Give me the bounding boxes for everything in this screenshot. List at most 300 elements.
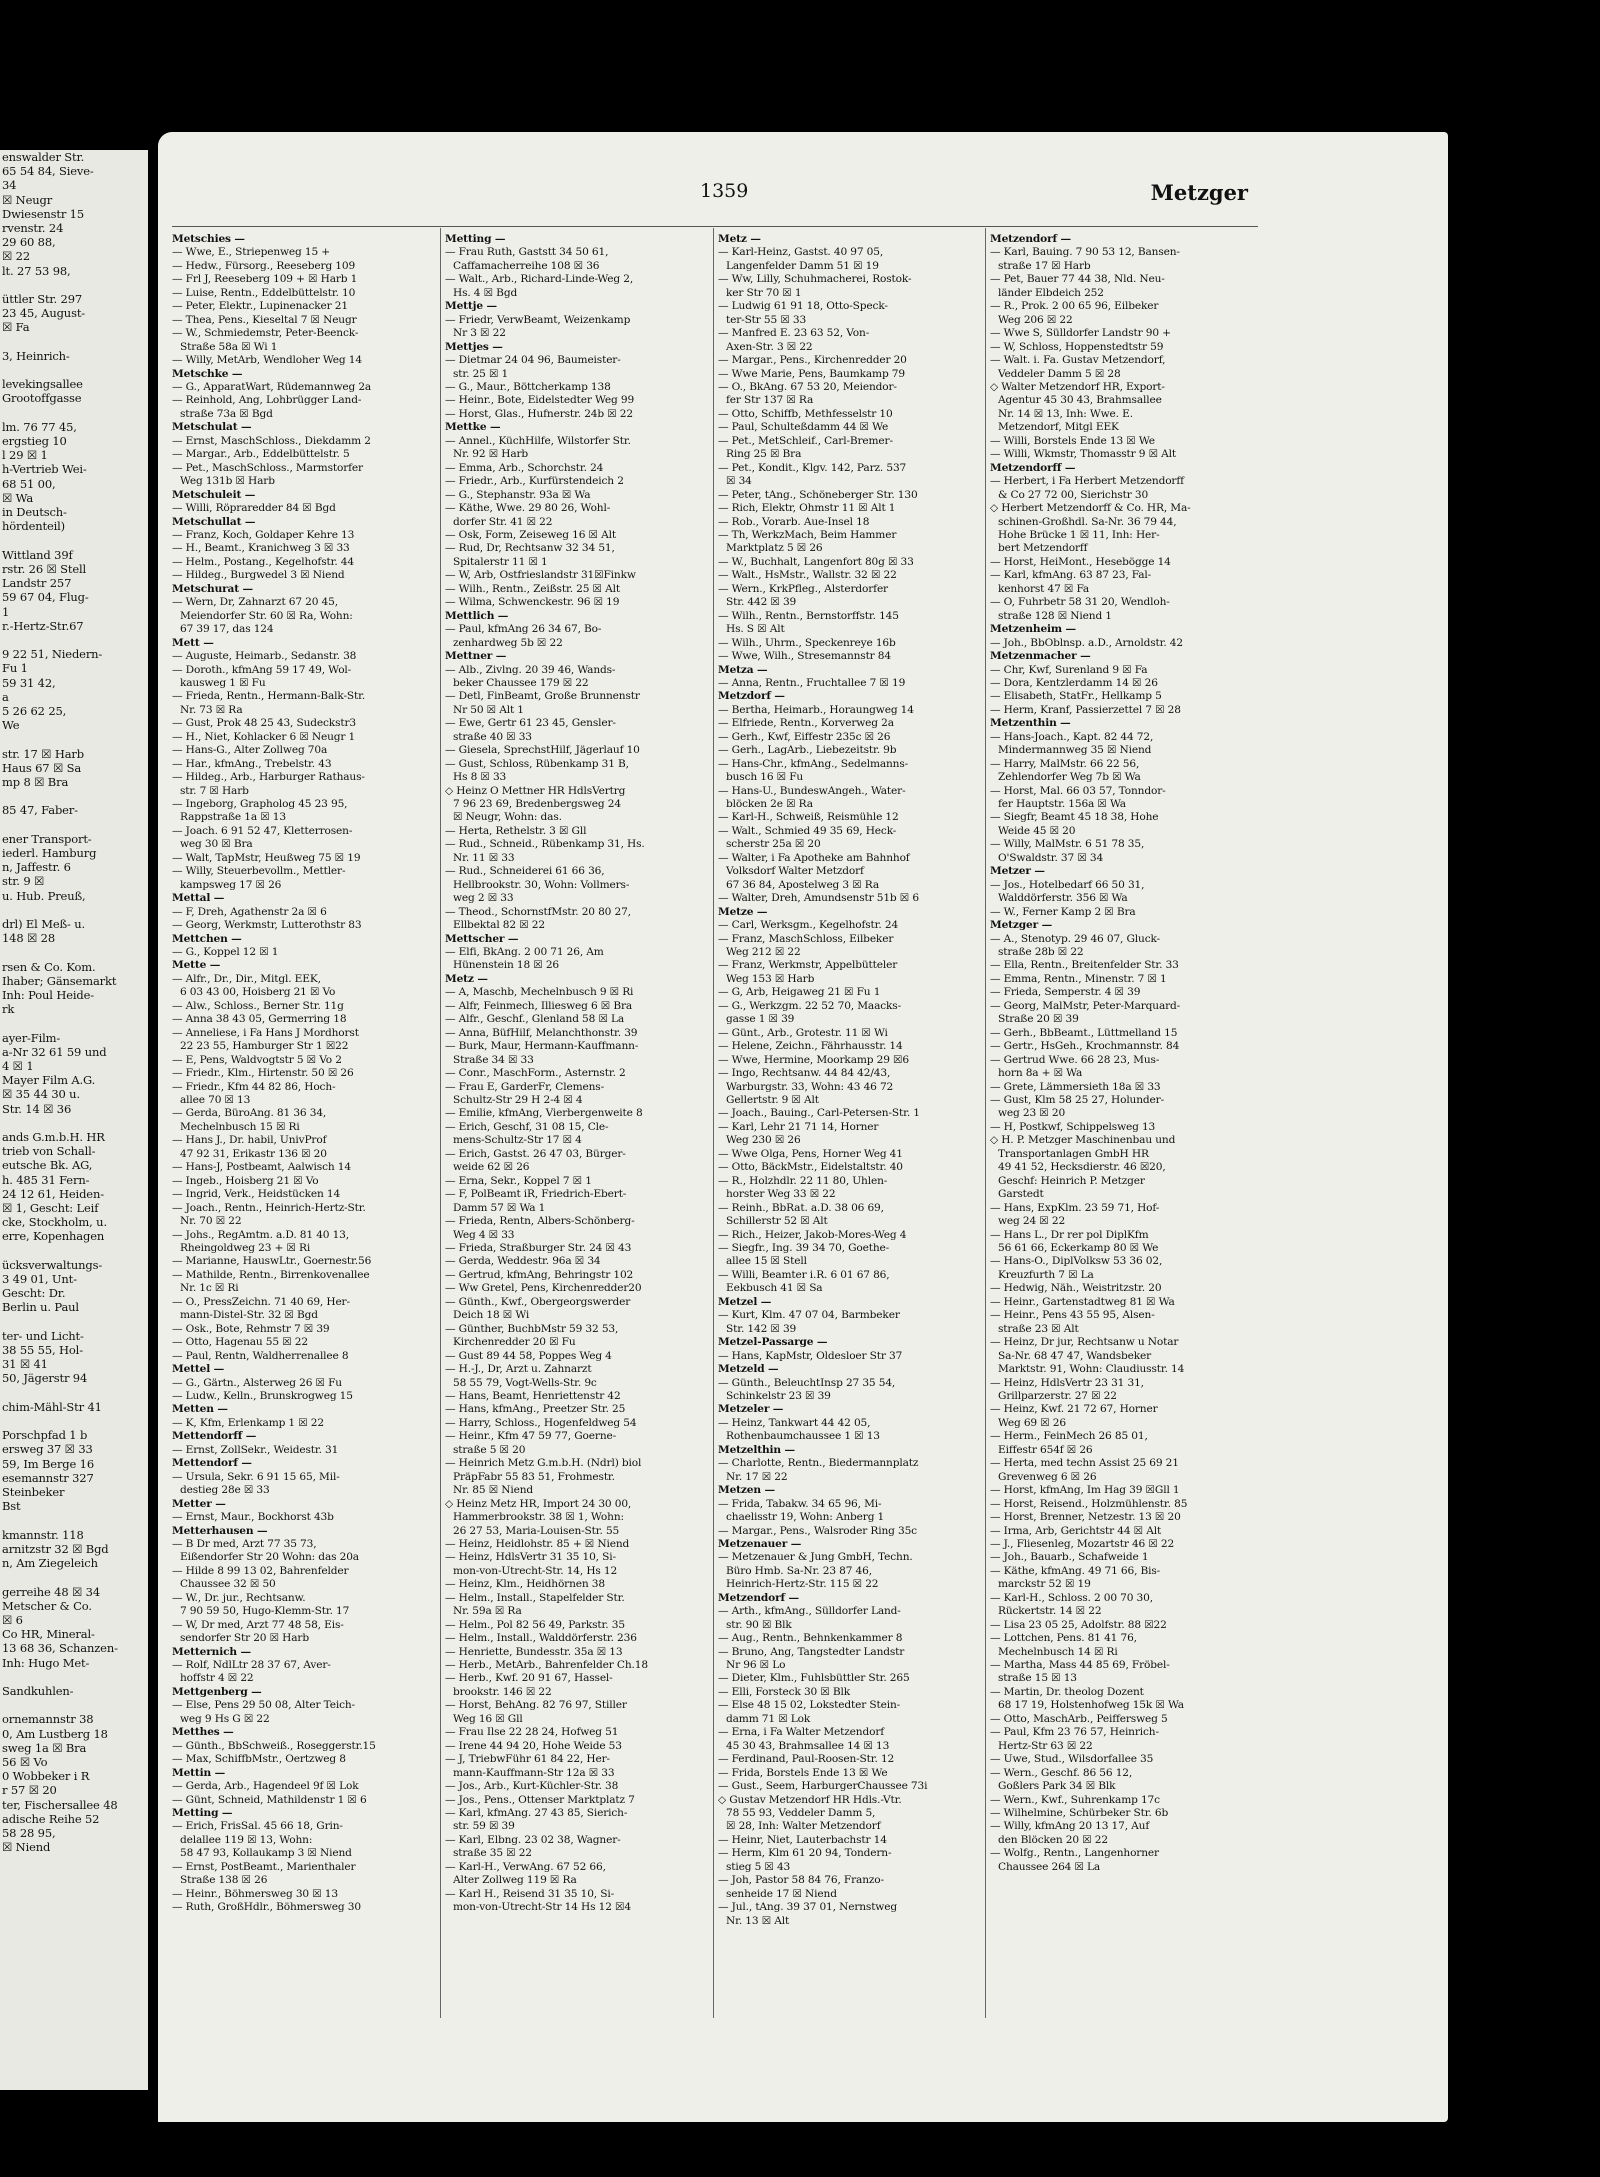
directory-entry: — Rolf, NdlLtr 28 37 67, Aver- xyxy=(172,1659,331,1672)
directory-entry: mann-Kauffmann-Str 12a ☒ 33 xyxy=(453,1766,615,1779)
left-page-line: Grootoffgasse xyxy=(2,391,82,406)
directory-entry: — Jos., Arb., Kurt-Küchler-Str. 38 xyxy=(445,1780,619,1793)
directory-entry: destieg 28e ☒ 33 xyxy=(180,1484,270,1497)
directory-entry: — Wilh., Rentn., Bernstorffstr. 145 xyxy=(718,609,899,622)
directory-entry: busch 16 ☒ Fu xyxy=(726,771,804,784)
surname-heading: Mettchen — xyxy=(172,932,242,945)
left-page-line: Mayer Film A.G. xyxy=(2,1073,96,1088)
left-page-line xyxy=(0,1116,148,1130)
directory-entry: — Franz, MaschSchloss, Eilbeker xyxy=(718,932,894,945)
directory-entry: weg 9 Hs G ☒ 22 xyxy=(180,1712,270,1725)
directory-entry: Schillerstr 52 ☒ Alt xyxy=(726,1215,828,1228)
left-page-line xyxy=(0,533,148,547)
directory-entry: — Rich, Elektr, Ohmstr 11 ☒ Alt 1 xyxy=(718,502,896,515)
directory-entry: Kreuzfurth 7 ☒ La xyxy=(998,1268,1094,1281)
directory-entry: Kirchenredder 20 ☒ Fu xyxy=(453,1336,576,1349)
directory-entry: Nr. 70 ☒ 22 xyxy=(180,1215,242,1228)
directory-entry: — Elli, Forsteck 30 ☒ Blk xyxy=(718,1685,851,1698)
directory-entry: — J., Fliesenleg, Mozartstr 46 ☒ 22 xyxy=(990,1537,1175,1550)
directory-entry: — Karl, Bauing. 7 90 53 12, Bansen- xyxy=(990,246,1180,259)
directory-entry: — Karl, kfmAng. 27 43 85, Sierich- xyxy=(445,1807,628,1820)
left-page-line: eutsche Bk. AG, xyxy=(2,1158,93,1173)
directory-entry: — Karl, Lehr 21 71 14, Horner xyxy=(718,1120,879,1133)
directory-entry: — Heinz, Klm., Heidhörnen 38 xyxy=(445,1578,605,1591)
surname-heading: Metter — xyxy=(172,1497,226,1510)
directory-entry: Büro Hmb. Sa-Nr. 23 87 46, xyxy=(726,1564,872,1577)
directory-entry: Nr 50 ☒ Alt 1 xyxy=(453,703,524,716)
directory-entry: Grillparzerstr. 27 ☒ 22 xyxy=(998,1389,1117,1402)
directory-entry: Eiffestr 654f ☒ 26 xyxy=(998,1443,1093,1456)
directory-entry: blöcken 2e ☒ Ra xyxy=(726,798,813,811)
directory-entry: allee 70 ☒ 13 xyxy=(180,1094,251,1106)
directory-entry: straße 28b ☒ 22 xyxy=(998,946,1084,959)
directory-entry: — Karl H., Reisend 31 35 10, Si- xyxy=(445,1887,614,1900)
directory-entry: — Dietmar 24 04 96, Baumeister- xyxy=(445,354,621,367)
directory-entry: Straße 58a ☒ Wi 1 xyxy=(180,340,278,353)
directory-entry: — Rud, Dr, Rechtsanw 32 34 51, xyxy=(445,542,615,555)
directory-entry: — Ingeborg, Grapholog 45 23 95, xyxy=(172,798,348,811)
directory-entry: allee 15 ☒ Stell xyxy=(726,1255,807,1268)
directory-entry: — Arth., kfmAng., Sülldorfer Land- xyxy=(718,1605,901,1618)
directory-entry: — Heinz, Kwf. 21 72 67, Horner xyxy=(990,1403,1158,1416)
directory-entry: Zehlendorfer Weg 7b ☒ Wa xyxy=(998,771,1141,784)
left-page-line: mp 8 ☒ Bra xyxy=(2,774,69,789)
directory-entry: — Ursula, Sekr. 6 91 15 65, Mil- xyxy=(172,1470,340,1483)
directory-entry: — Pet., MetSchleif., Carl-Bremer- xyxy=(718,434,893,447)
directory-entry: — Rud., Schneiderei 61 66 36, xyxy=(445,865,605,878)
directory-entry: 22 23 55, Hamburger Str 1 ☒22 xyxy=(180,1040,349,1053)
directory-entry: gasse 1 ☒ 39 xyxy=(726,1013,795,1026)
directory-entry: — Hilde 8 99 13 02, Bahrenfelder xyxy=(172,1564,349,1577)
directory-entry: — Günt., Arb., Grotestr. 11 ☒ Wi xyxy=(718,1026,888,1039)
directory-entry: senheide 17 ☒ Niend xyxy=(726,1887,837,1900)
left-page-line: 34 xyxy=(2,178,17,193)
left-page-line: 65 54 84, Sieve- xyxy=(2,164,94,179)
surname-heading: Mettendorf — xyxy=(172,1457,252,1470)
directory-entry: chaelisstr 19, Wohn: Anberg 1 xyxy=(726,1511,885,1524)
surname-heading: Mettscher — xyxy=(445,932,519,945)
directory-entry: — Mathilde, Rentn., Birrenkovenallee xyxy=(172,1268,370,1281)
directory-entry: — Erna, Sekr., Koppel 7 ☒ 1 xyxy=(445,1174,592,1187)
directory-entry: 49 41 52, Hecksdierstr. 46 ☒20, xyxy=(998,1161,1166,1174)
directory-entry: 26 27 53, Maria-Louisen-Str. 55 xyxy=(453,1524,620,1537)
directory-entry: — Burk, Maur, Hermann-Kauffmann- xyxy=(445,1040,639,1053)
directory-entry: — H, Postkwf, Schippelsweg 13 xyxy=(990,1120,1156,1133)
directory-entry: — Horst, Reisend., Holzmühlenstr. 85 xyxy=(990,1497,1188,1510)
left-page-line: 50, Jägerstr 94 xyxy=(2,1371,88,1386)
directory-entry: Weg 206 ☒ 22 xyxy=(998,313,1073,326)
directory-entry: Mindermannweg 35 ☒ Niend xyxy=(998,744,1152,757)
directory-entry: Veddeler Damm 5 ☒ 28 xyxy=(998,367,1121,380)
directory-entry: Gellertstr. 9 ☒ Alt xyxy=(726,1094,819,1106)
directory-entry: straße 128 ☒ Niend 1 xyxy=(998,609,1112,622)
directory-entry: 6 03 43 00, Hoisberg 21 ☒ Vo xyxy=(180,986,336,999)
directory-entry: Marktstr. 91, Wohn: Claudiusstr. 14 xyxy=(998,1363,1185,1376)
column-2 xyxy=(445,233,713,2013)
directory-entry: ◇ Heinz O Mettner HR HdlsVertrg xyxy=(445,784,626,797)
directory-entry: brookstr. 146 ☒ 22 xyxy=(453,1685,552,1698)
directory-entry: ◇ Heinz Metz HR, Import 24 30 00, xyxy=(445,1497,632,1510)
surname-heading: Metzenthin — xyxy=(990,717,1071,730)
directory-entry: — Hans, kfmAng., Preetzer Str. 25 xyxy=(445,1403,626,1416)
directory-entry: — Herm., FeinMech 26 85 01, xyxy=(990,1430,1148,1443)
directory-entry: — Franz, Koch, Goldaper Kehre 13 xyxy=(172,528,355,541)
directory-entry: — Osk., Bote, Rehmstr 7 ☒ 39 xyxy=(172,1322,330,1335)
directory-entry: Hs 8 ☒ 33 xyxy=(453,771,507,784)
left-page-line: 4 ☒ 1 xyxy=(2,1059,34,1073)
surname-heading: Metzenauer — xyxy=(718,1537,802,1550)
directory-entry: — Grete, Lämmersieth 18a ☒ 33 xyxy=(990,1080,1161,1093)
directory-entry: den Blöcken 20 ☒ 22 xyxy=(998,1833,1108,1846)
surname-heading: Metzeler — xyxy=(718,1403,784,1416)
left-page-line: rk xyxy=(2,1002,15,1017)
directory-entry: horn 8a + ☒ Wa xyxy=(998,1067,1083,1080)
left-page-line: n, Jaffestr. 6 xyxy=(2,860,71,875)
directory-entry: Schultz-Str 29 H 2-4 ☒ 4 xyxy=(453,1094,583,1106)
surname-heading: Mettgenberg — xyxy=(172,1685,262,1698)
directory-entry: — Karl, Elbng. 23 02 38, Wagner- xyxy=(445,1833,621,1846)
directory-entry: 7 90 59 50, Hugo-Klemm-Str. 17 xyxy=(180,1605,350,1618)
directory-entry: — Bruno, Ang, Tangstedter Landstr xyxy=(718,1645,905,1658)
directory-entry: weg 2 ☒ 33 xyxy=(453,892,514,905)
directory-entry: — Karl-H., VerwAng. 67 52 66, xyxy=(445,1860,606,1873)
directory-entry: ☒ 28, Inh: Walter Metzendorf xyxy=(726,1820,881,1833)
directory-entry: Straße 34 ☒ 33 xyxy=(453,1053,534,1066)
directory-entry: — Martha, Mass 44 85 69, Fröbel- xyxy=(990,1659,1170,1672)
surname-heading: Mettje — xyxy=(445,300,497,313)
directory-entry: str. 25 ☒ 1 xyxy=(453,367,509,380)
left-page-line: Dwiesenstr 15 xyxy=(2,206,85,221)
directory-entry: — Heinz, Dr jur, Rechtsanw u Notar xyxy=(990,1336,1179,1349)
directory-entry: — Käthe, Wwe. 29 80 26, Wohl- xyxy=(445,502,611,515)
left-page-line: rstr. 26 ☒ Stell xyxy=(2,561,87,576)
directory-entry: — W, Dr med, Arzt 77 48 58, Eis- xyxy=(172,1618,344,1631)
surname-heading: Metze — xyxy=(718,905,768,918)
directory-entry: — Heinr., Gartenstadtweg 81 ☒ Wa xyxy=(990,1295,1175,1308)
directory-entry: — Detl, FinBeamt, Große Brunnenstr xyxy=(445,690,640,703)
directory-entry: — Herbert, i Fa Herbert Metzendorff xyxy=(990,475,1184,488)
surname-heading: Mette — xyxy=(172,959,221,972)
left-page-line: Landstr 257 xyxy=(2,576,72,591)
directory-entry: — G., Stephanstr. 93a ☒ Wa xyxy=(445,488,591,501)
directory-entry: — Marianne, HauswLtr., Goernestr.56 xyxy=(172,1255,372,1268)
left-page-line: arnitzstr 32 ☒ Bgd xyxy=(2,1541,109,1556)
directory-entry: 7 96 23 69, Bredenbergsweg 24 xyxy=(453,798,621,811)
directory-entry: Weg 69 ☒ 26 xyxy=(998,1416,1066,1429)
directory-entry: — Georg, MalMstr, Peter-Marquard- xyxy=(990,999,1181,1012)
directory-entry: horster Weg 33 ☒ 22 xyxy=(726,1188,836,1201)
directory-entry: — Willy, Steuerbevollm., Mettler- xyxy=(172,865,346,878)
directory-entry: Axen-Str. 3 ☒ 22 xyxy=(726,340,813,353)
directory-entry: & Co 27 72 00, Sierichstr 30 xyxy=(998,488,1149,501)
directory-entry: O'Swaldstr. 37 ☒ 34 xyxy=(998,851,1104,864)
directory-entry: — Martin, Dr. theolog Dozent xyxy=(990,1685,1144,1698)
directory-entry: kampsweg 17 ☒ 26 xyxy=(180,878,282,891)
left-page-line: enswalder Str. xyxy=(2,150,85,164)
surname-heading: Metzdorf — xyxy=(718,690,785,703)
directory-entry: Nr. 13 ☒ Alt xyxy=(726,1914,790,1927)
directory-entry: länder Elbdeich 252 xyxy=(998,286,1104,299)
left-page-line: Porschpfad 1 b xyxy=(2,1428,88,1443)
directory-entry: — Walt., Arb., Richard-Linde-Weg 2, xyxy=(445,273,634,286)
left-page-line: l 29 ☒ 1 xyxy=(2,448,48,463)
directory-entry: — Wilh., Uhrm., Speckenreye 16b xyxy=(718,636,896,649)
directory-entry: — Otto, Hagenau 55 ☒ 22 xyxy=(172,1336,308,1349)
directory-entry: — Ruth, GroßHdlr., Böhmersweg 30 xyxy=(172,1901,361,1914)
directory-entry: — G, Arb, Heigaweg 21 ☒ Fu 1 xyxy=(718,986,881,999)
directory-entry: ☒ Neugr, Wohn: das. xyxy=(453,811,562,824)
directory-entry: Str. 442 ☒ 39 xyxy=(726,596,797,609)
directory-entry: — Kurt, Klm. 47 07 04, Barmbeker xyxy=(718,1309,900,1322)
directory-entry: — Gust., Seem, HarburgerChaussee 73i xyxy=(718,1780,928,1793)
directory-entry: 67 39 17, das 124 xyxy=(180,623,274,636)
left-page-line: ter, Fischersallee 48 xyxy=(2,1797,118,1812)
surname-heading: Metten — xyxy=(172,1403,228,1416)
directory-entry: Straße 138 ☒ 26 xyxy=(180,1874,268,1887)
surname-heading: Mett — xyxy=(172,636,214,649)
directory-entry: Nr. 73 ☒ Ra xyxy=(180,703,243,716)
directory-entry: — Hans-Chr., kfmAng., Sedelmanns- xyxy=(718,757,909,770)
directory-entry: — Hildeg., Burgwedel 3 ☒ Niend xyxy=(172,569,345,582)
directory-entry: — Aug., Rentn., Behnkenkammer 8 xyxy=(718,1632,903,1645)
directory-entry: — Gust, Schloss, Rübenkamp 31 B, xyxy=(445,757,629,770)
directory-entry: — Auguste, Heimarb., Sedanstr. 38 xyxy=(172,650,357,663)
directory-entry: — Hans L., Dr rer pol DiplKfm xyxy=(990,1228,1149,1241)
directory-entry: — Willi, Röpraredder 84 ☒ Bgd xyxy=(172,502,336,515)
directory-entry: — Gertr., HsGeh., Krochmannstr. 84 xyxy=(990,1040,1180,1053)
directory-entry: — Heinr., Böhmersweg 30 ☒ 13 xyxy=(172,1887,338,1900)
directory-entry: — Joach., Rentn., Heinrich-Hertz-Str. xyxy=(172,1201,366,1214)
left-page-line: 5 26 62 25, xyxy=(2,703,67,718)
directory-entry: — Frau Ilse 22 28 24, Hofweg 51 xyxy=(445,1726,619,1739)
directory-entry: 68 17 19, Holstenhofweg 15k ☒ Wa xyxy=(998,1699,1184,1712)
directory-entry: str. 90 ☒ Blk xyxy=(726,1618,792,1631)
directory-entry: — Joach., Bauing., Carl-Petersen-Str. 1 xyxy=(718,1107,920,1120)
directory-entry: — Rud., Schneid., Rübenkamp 31, Hs. xyxy=(445,838,645,851)
directory-entry: mon-von-Utrecht-Str. 14, Hs 12 xyxy=(453,1564,618,1577)
surname-heading: Metzer — xyxy=(990,865,1045,878)
directory-entry: — Heinr., Pens 43 55 95, Alsen- xyxy=(990,1309,1155,1322)
left-page-line: ☒ 6 xyxy=(2,1612,23,1627)
directory-entry: Ellbektal 82 ☒ 22 xyxy=(453,919,545,932)
directory-entry: — Horst, Glas., Hufnerstr. 24b ☒ 22 xyxy=(445,407,633,420)
directory-entry: Transportanlagen GmbH HR xyxy=(998,1147,1149,1160)
directory-entry: — Ernst, PostBeamt., Marienthaler xyxy=(172,1860,356,1873)
directory-entry: — Karl-H., Schloss. 2 00 70 30, xyxy=(990,1591,1153,1604)
left-page-line: Inh: Hugo Met- xyxy=(2,1655,90,1670)
directory-entry: — Margar., Pens., Kirchenredder 20 xyxy=(718,354,907,367)
left-page-line: cke, Stockholm, u. xyxy=(2,1215,107,1230)
left-page-line: adische Reihe 52 xyxy=(2,1811,100,1826)
directory-entry: — O, Fuhrbetr 58 31 20, Wendloh- xyxy=(990,596,1170,609)
directory-entry: Rappstraße 1a ☒ 13 xyxy=(180,811,286,824)
left-page-line: r.-Hertz-Str.67 xyxy=(2,618,84,633)
directory-entry: Nr. 1c ☒ Ri xyxy=(180,1282,239,1295)
surname-heading: Metschies — xyxy=(172,233,245,245)
directory-entry: Straße 20 ☒ 39 xyxy=(998,1013,1079,1026)
directory-entry: — Karl, kfmAng. 63 87 23, Fal- xyxy=(990,569,1152,582)
directory-entry: — Ingeb., Hoisberg 21 ☒ Vo xyxy=(172,1174,319,1187)
directory-entry: straße 5 ☒ 20 xyxy=(453,1443,526,1456)
directory-entry: weg 23 ☒ 20 xyxy=(998,1107,1066,1120)
directory-entry: 45 30 43, Brahmsallee 14 ☒ 13 xyxy=(726,1739,890,1752)
directory-entry: — Käthe, kfmAng. 49 71 66, Bis- xyxy=(990,1564,1161,1577)
directory-entry: — Horst, HeiMont., Hesebögge 14 xyxy=(990,555,1171,568)
directory-entry: — Alfr, Feinmech, Illiesweg 6 ☒ Bra xyxy=(445,999,633,1012)
directory-entry: ◇ Gustav Metzendorf HR Hdls.-Vtr. xyxy=(718,1793,902,1806)
directory-entry: — G., Werkzgm. 22 52 70, Maacks- xyxy=(718,999,902,1012)
directory-entry: — Johs., RegAmtm. a.D. 81 40 13, xyxy=(172,1228,349,1241)
directory-entry: — Elfriede, Rentn., Korverweg 2a xyxy=(718,717,894,730)
directory-entry: ◇ Herbert Metzendorff & Co. HR, Ma- xyxy=(990,502,1191,515)
directory-entry: — Heinr., Bote, Eidelstedter Weg 99 xyxy=(445,394,635,407)
left-page-line: ergstieg 10 xyxy=(2,434,67,449)
directory-entry: — Herta, med techn Assist 25 69 21 xyxy=(990,1457,1179,1470)
surname-heading: Mettendorff — xyxy=(172,1430,257,1443)
directory-entry: — E, Pens, Waldvogtstr 5 ☒ Vo 2 xyxy=(172,1053,342,1066)
directory-entry: — Hedwig, Näh., Weistritzstr. 20 xyxy=(990,1282,1162,1295)
directory-entry: Weg 4 ☒ 33 xyxy=(453,1228,515,1241)
directory-entry: straße 40 ☒ 33 xyxy=(453,730,532,743)
directory-entry: — Wern., Kwf., Suhrenkamp 17c xyxy=(990,1793,1160,1806)
directory-entry: — Siegfr., Ing. 39 34 70, Goethe- xyxy=(718,1241,890,1254)
directory-entry: — R., Holzhdlr. 22 11 80, Uhlen- xyxy=(718,1174,888,1187)
surname-heading: Metzel — xyxy=(718,1295,772,1308)
left-page-line: 9 22 51, Niedern- xyxy=(2,647,103,662)
directory-entry: — Wilma, Schwenckestr. 96 ☒ 19 xyxy=(445,596,620,609)
directory-entry: — Günther, BuchbMstr 59 32 53, xyxy=(445,1322,619,1335)
directory-entry: — Gerh., LagArb., Liebezeitstr. 9b xyxy=(718,744,897,757)
directory-entry: — Friedr., Arb., Kurfürstendeich 2 xyxy=(445,475,624,488)
left-page-line: lm. 76 77 45, xyxy=(2,419,77,434)
directory-entry: mon-von-Utrecht-Str 14 Hs 12 ☒4 xyxy=(453,1901,631,1914)
directory-entry: — Gerda, BüroAng. 81 36 34, xyxy=(172,1107,327,1120)
directory-entry: — Elisabeth, StatFr., Hellkamp 5 xyxy=(990,690,1162,703)
directory-entry: Hs. 4 ☒ Bgd xyxy=(453,286,518,299)
surname-heading: Metzenheim — xyxy=(990,623,1076,636)
directory-entry: ◇ H. P. Metzger Maschinenbau und xyxy=(990,1134,1176,1147)
left-page-line xyxy=(0,1514,148,1528)
directory-entry: — Bertha, Heimarb., Horaungweg 14 xyxy=(718,703,914,716)
left-page-line: 3, Heinrich- xyxy=(2,348,70,363)
directory-entry: — Else 48 15 02, Lokstedter Stein- xyxy=(718,1699,901,1712)
directory-entry: Ring 25 ☒ Bra xyxy=(726,448,802,461)
directory-entry: — W, Schloss, Hoppenstedtstr 59 xyxy=(990,340,1164,353)
directory-entry: — Franz, Werkmstr, Appelbütteler xyxy=(718,959,898,972)
left-page-line xyxy=(0,945,148,959)
directory-entry: — Frl J, Reeseberg 109 + ☒ Harb 1 xyxy=(172,273,358,286)
directory-entry: — Elfi, BkAng. 2 00 71 26, Am xyxy=(445,946,604,959)
directory-entry: — Harry, Schloss., Hogenfeldweg 54 xyxy=(445,1416,637,1429)
directory-entry: — Hans-G., Alter Zollweg 70a xyxy=(172,744,328,757)
directory-entry: straße 73a ☒ Bgd xyxy=(180,407,273,420)
directory-entry: 47 92 31, Erikastr 136 ☒ 20 xyxy=(180,1147,327,1160)
directory-entry: — Margar., Pens., Walsroder Ring 35c xyxy=(718,1524,917,1537)
directory-entry: — Ella, Rentn., Breitenfelder Str. 33 xyxy=(990,959,1179,972)
directory-entry: Nr 96 ☒ Lo xyxy=(726,1659,786,1672)
running-head: Metzger xyxy=(1150,180,1248,205)
directory-entry: — O., PressZeichn. 71 40 69, Her- xyxy=(172,1295,350,1308)
left-page-line: erre, Kopenhagen xyxy=(2,1229,105,1244)
left-page-line xyxy=(0,278,148,292)
directory-entry: — Wern., KrkPfleg., Alsterdorfer xyxy=(718,582,888,595)
directory-entry: — Paul, kfmAng 26 34 67, Bo- xyxy=(445,623,602,636)
directory-entry: — Paul, Rentn, Waldherrenallee 8 xyxy=(172,1349,349,1362)
directory-entry: — Walt, TapMstr, Heußweg 75 ☒ 19 xyxy=(172,851,361,864)
left-page-line: 59, Im Berge 16 xyxy=(2,1456,95,1471)
directory-entry: — Willy, MetArb, Wendloher Weg 14 xyxy=(172,354,362,367)
directory-entry: — Giesela, SprechstHilf, Jägerlauf 10 xyxy=(445,744,640,757)
directory-entry: — Frida, Borstels Ende 13 ☒ We xyxy=(718,1766,888,1779)
directory-entry: str. 59 ☒ 39 xyxy=(453,1820,515,1833)
directory-entry: Goßlers Park 34 ☒ Blk xyxy=(998,1780,1116,1793)
directory-entry: — K, Kfm, Erlenkamp 1 ☒ 22 xyxy=(172,1416,324,1429)
directory-entry: — Frau E, GarderFr, Clemens- xyxy=(445,1080,605,1093)
directory-entry: — Frieda, Straßburger Str. 24 ☒ 43 xyxy=(445,1241,632,1254)
directory-entry: — Margar., Arb., Eddelbüttelstr. 5 xyxy=(172,448,350,461)
directory-entry: Grevenweg 6 ☒ 26 xyxy=(998,1470,1097,1483)
left-page-line: ☒ 22 xyxy=(2,249,30,264)
directory-entry: Weg 153 ☒ Harb xyxy=(726,972,815,985)
directory-entry: — Frida, Tabakw. 34 65 96, Mi- xyxy=(718,1497,882,1510)
directory-entry: Walddörferstr. 356 ☒ Wa xyxy=(998,892,1128,905)
surname-heading: Metz — xyxy=(445,972,488,985)
directory-entry: — Hans, Beamt, Henriettenstr 42 xyxy=(445,1389,621,1402)
left-page-line: lt. 27 53 98, xyxy=(2,263,71,278)
left-page-line: ersweg 37 ☒ 33 xyxy=(2,1442,93,1457)
surname-heading: Metzel-Passarge — xyxy=(718,1336,828,1349)
left-page-line: ☒ Wa xyxy=(2,490,34,505)
directory-entry: — W, Arb, Ostfrieslandstr 31☒Finkw xyxy=(445,569,636,582)
directory-entry: — Hedw., Fürsorg., Reeseberg 109 xyxy=(172,259,356,272)
directory-entry: — Lottchen, Pens. 81 41 76, xyxy=(990,1632,1137,1645)
directory-entry: — Günt, Schneid, Mathildenstr 1 ☒ 6 xyxy=(172,1793,367,1806)
directory-entry: 58 55 79, Vogt-Wells-Str. 9c xyxy=(453,1376,597,1389)
column-3 xyxy=(718,233,986,2013)
surname-heading: Metting — xyxy=(172,1807,233,1820)
directory-entry: — Herb., MetArb., Bahrenfelder Ch.18 xyxy=(445,1659,648,1672)
directory-entry: — B Dr med, Arzt 77 35 73, xyxy=(172,1537,317,1550)
left-page-line: 38 55 55, Hol- xyxy=(2,1343,83,1358)
directory-entry: — Gerda, Arb., Hagendeel 9f ☒ Lok xyxy=(172,1780,359,1793)
directory-entry: — Wilhelmine, Schürbeker Str. 6b xyxy=(990,1807,1169,1820)
directory-entry: Weg 16 ☒ Gll xyxy=(453,1712,523,1725)
directory-entry: — Walt., HsMstr., Wallstr. 32 ☒ 22 xyxy=(718,569,897,582)
directory-entry: — Erich, Geschf, 31 08 15, Cle- xyxy=(445,1120,609,1133)
left-page-line xyxy=(0,406,148,420)
directory-entry: — Chr, Kwf, Surenland 9 ☒ Fa xyxy=(990,663,1148,676)
directory-entry: — Joh., BbOblnsp. a.D., Arnoldstr. 42 xyxy=(990,636,1183,649)
directory-entry: — Ferdinand, Paul-Roosen-Str. 12 xyxy=(718,1753,895,1766)
directory-entry: fer Hauptstr. 156a ☒ Wa xyxy=(998,798,1126,811)
directory-entry: Langenfelder Damm 51 ☒ 19 xyxy=(726,259,879,272)
left-page-line: 59 31 42, xyxy=(2,675,56,690)
left-page-line: h. 485 31 Fern- xyxy=(2,1172,90,1187)
directory-entry: Metzendorf, Mitgl EEK xyxy=(998,421,1119,434)
directory-entry: weg 24 ☒ 22 xyxy=(998,1215,1066,1228)
directory-entry: Weg 131b ☒ Harb xyxy=(180,475,275,488)
left-page-line: ornemannstr 38 xyxy=(2,1712,94,1727)
left-page-line: Gescht: Dr. xyxy=(2,1286,66,1301)
directory-entry: 78 55 93, Veddeler Damm 5, xyxy=(726,1807,876,1820)
directory-entry: Eißendorfer Str 20 Wohn: das 20a xyxy=(180,1551,359,1564)
directory-entry: stieg 5 ☒ 43 xyxy=(726,1860,791,1873)
left-page-line: Fu 1 xyxy=(2,661,28,676)
directory-entry: — Walt. i. Fa. Gustav Metzendorf, xyxy=(990,354,1166,367)
left-page-line: üttler Str. 297 xyxy=(2,292,83,307)
directory-entry: Weg 212 ☒ 22 xyxy=(726,946,801,959)
left-page-line: ands G.m.b.H. HR xyxy=(2,1130,105,1145)
